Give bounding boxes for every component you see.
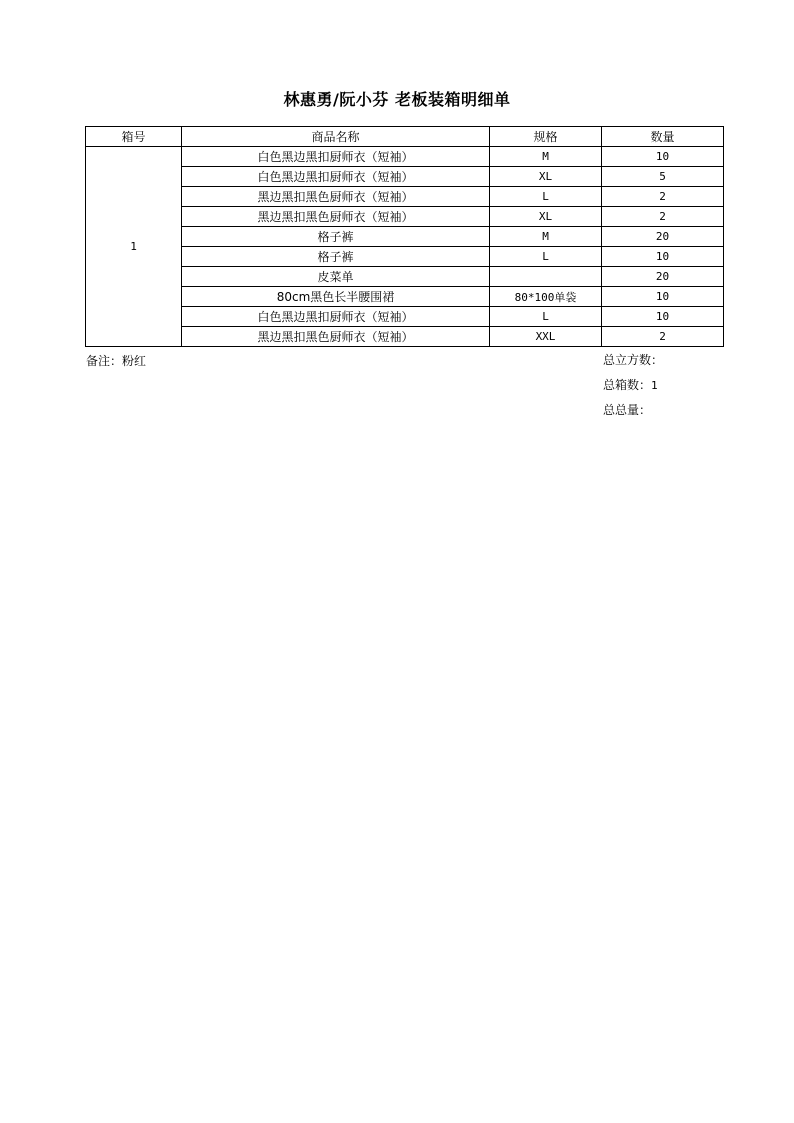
product-cell: 黑边黑扣黑色厨师衣（短袖） — [182, 187, 490, 207]
product-cell: 格子裤 — [182, 247, 490, 267]
product-cell: 黑边黑扣黑色厨师衣（短袖） — [182, 327, 490, 347]
product-cell: 白色黑边黑扣厨师衣（短袖） — [182, 147, 490, 167]
total-weight-label: 总总量： — [603, 403, 652, 417]
remark-label: 备注： — [86, 354, 123, 368]
table-row — [86, 207, 724, 227]
spec-cell: XL — [490, 167, 602, 187]
qty-cell: 2 — [602, 207, 724, 227]
spec-cell: XXL — [490, 327, 602, 347]
qty-cell: 2 — [602, 187, 724, 207]
header-box-no: 箱号 — [86, 127, 182, 147]
spec-cell — [490, 267, 602, 287]
table-row — [86, 247, 724, 267]
table-row — [86, 167, 724, 187]
header-spec: 规格 — [490, 127, 602, 147]
spec-cell: M — [490, 227, 602, 247]
packing-list-table — [85, 126, 724, 347]
qty-cell: 5 — [602, 167, 724, 187]
remark-value: 粉红 — [122, 354, 147, 368]
table-header-row — [86, 127, 724, 147]
table-row — [86, 307, 724, 327]
header-product-name: 商品名称 — [182, 127, 490, 147]
table-row — [86, 267, 724, 287]
table-row — [86, 327, 724, 347]
qty-cell: 10 — [602, 307, 724, 327]
table-row — [86, 227, 724, 247]
totals-block — [603, 348, 663, 423]
qty-cell: 10 — [602, 287, 724, 307]
qty-cell: 20 — [602, 227, 724, 247]
qty-cell: 20 — [602, 267, 724, 287]
total-boxes-value: 1 — [651, 379, 658, 392]
table-row — [86, 287, 724, 307]
spec-cell: M — [490, 147, 602, 167]
total-volume-line — [603, 348, 663, 373]
box-number-cell: 1 — [86, 147, 182, 347]
table-row — [86, 147, 724, 167]
spec-cell: XL — [490, 207, 602, 227]
spec-cell: 80*100单袋 — [490, 287, 602, 307]
spec-cell: L — [490, 247, 602, 267]
product-cell: 格子裤 — [182, 227, 490, 247]
product-cell: 80cm黑色长半腰围裙 — [182, 287, 490, 307]
table-row — [86, 187, 724, 207]
document-title: 林惠勇/阮小芬 老板装箱明细单 — [283, 90, 511, 109]
product-cell: 白色黑边黑扣厨师衣（短袖） — [182, 167, 490, 187]
product-cell: 黑边黑扣黑色厨师衣（短袖） — [182, 207, 490, 227]
spec-cell: L — [490, 187, 602, 207]
product-cell: 白色黑边黑扣厨师衣（短袖） — [182, 307, 490, 327]
spec-cell: L — [490, 307, 602, 327]
header-quantity: 数量 — [602, 127, 724, 147]
total-volume-label: 总立方数： — [603, 353, 664, 367]
product-cell: 皮菜单 — [182, 267, 490, 287]
total-boxes-line — [603, 373, 663, 398]
qty-cell: 10 — [602, 247, 724, 267]
total-weight-line — [603, 398, 663, 423]
qty-cell: 2 — [602, 327, 724, 347]
remark-line — [86, 352, 146, 369]
total-boxes-label: 总箱数： — [603, 378, 652, 392]
qty-cell: 10 — [602, 147, 724, 167]
